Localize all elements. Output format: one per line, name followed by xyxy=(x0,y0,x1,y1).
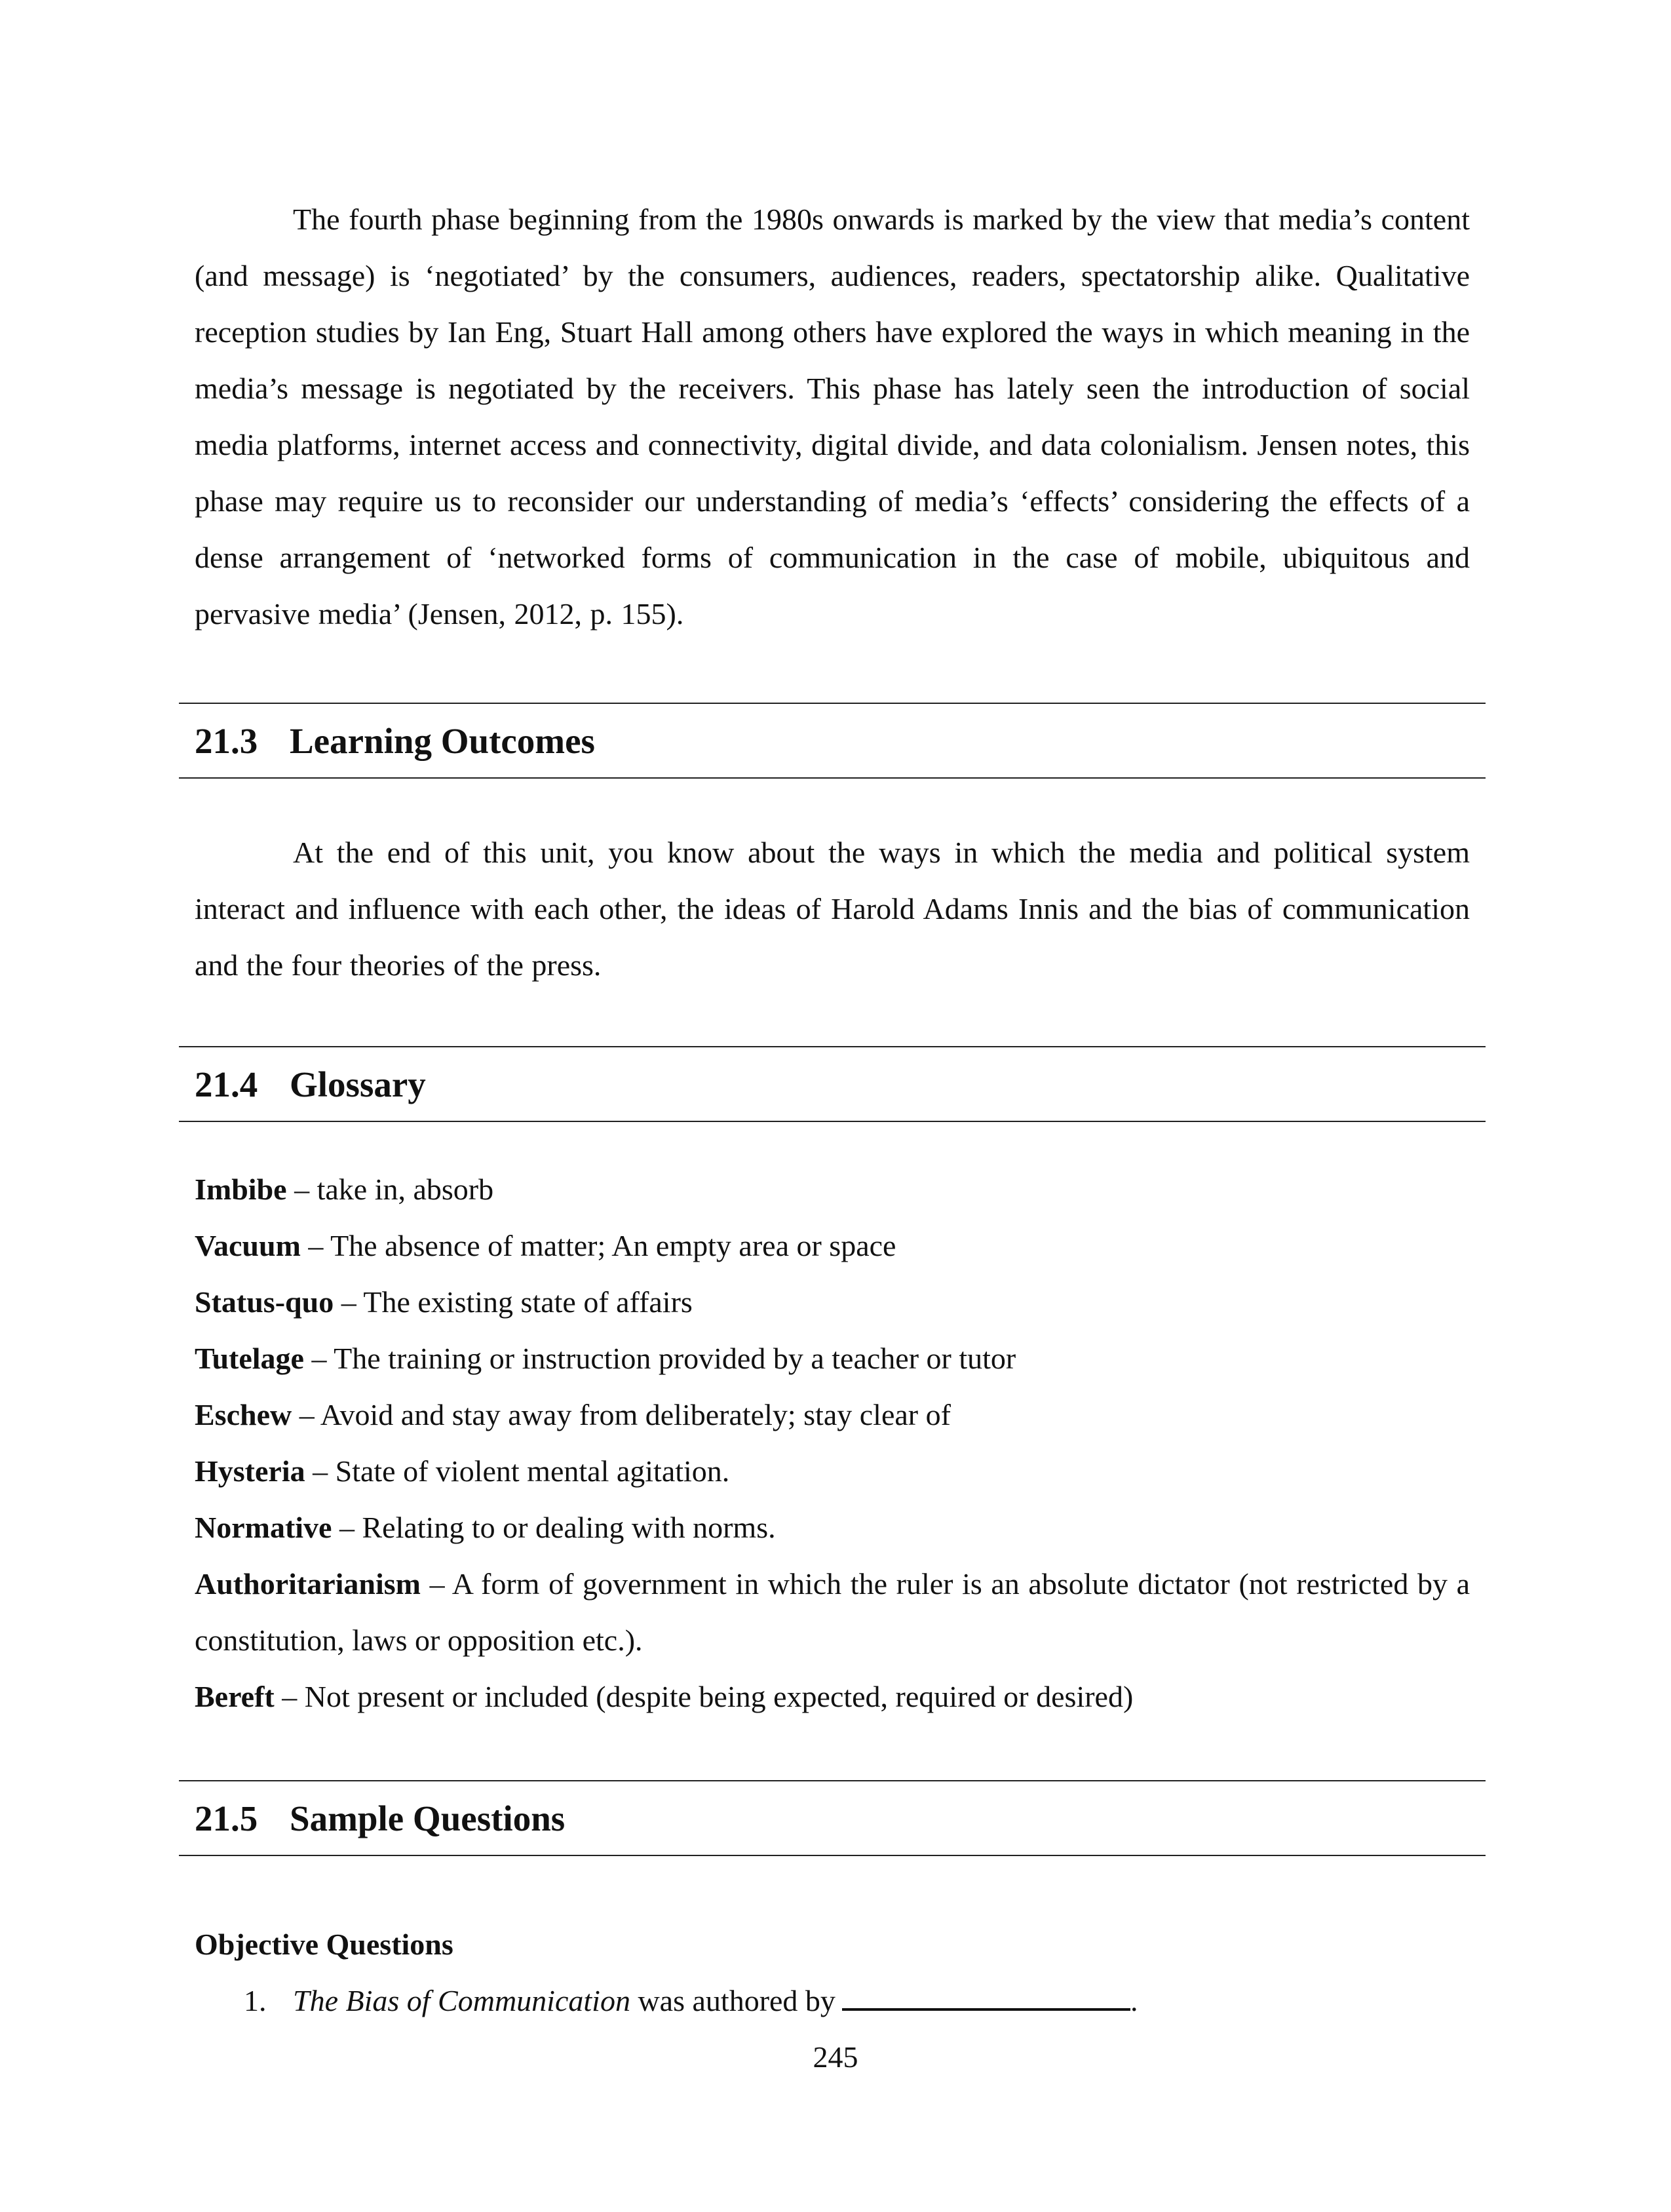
intro-paragraph: The fourth phase beginning from the 1980s onwards is marked by the view that media’s content (and message) is ‘negotiated’ by the consumers, audiences, readers, spectatorship alike. Qualitative reception studies by Ian Eng, Stuart Hall among others have explored the ways in which meaning in the media’s message is negotiated by the receivers. This phase has lately seen the introduction of social media platforms, internet access and connectivity, digital divide, and data colonialism. Jensen notes, this phase may require us to reconsider our understanding of media’s ‘effects’ considering the effects of a dense arrangement of ‘networked forms of communication in the case of mobile, ubiquitous and pervasive media’ (Jensen, 2012, p. 155). xyxy=(195,203,1470,631)
page-content xyxy=(195,191,1470,2029)
glossary-definition: – Avoid and stay away from deliberately; stay clear of xyxy=(292,1398,951,1431)
glossary-entry xyxy=(195,1274,1470,1330)
glossary-definition: – State of violent mental agitation. xyxy=(305,1454,730,1488)
glossary-term: Authoritarianism xyxy=(195,1567,421,1601)
section-title: Sample Questions xyxy=(290,1798,566,1838)
glossary-entry xyxy=(195,1443,1470,1500)
glossary-entry xyxy=(195,1387,1470,1443)
book-title: The Bias of Communication xyxy=(293,1984,630,2017)
answer-blank xyxy=(842,1982,1130,2011)
glossary-term: Hysteria xyxy=(195,1454,305,1488)
section-number: 21.5 xyxy=(195,1798,258,1838)
glossary-entry xyxy=(195,1669,1470,1725)
glossary-definition: – The training or instruction provided by a teacher or tutor xyxy=(303,1342,1016,1375)
section-title: Glossary xyxy=(290,1064,426,1104)
section-number: 21.3 xyxy=(195,720,258,761)
glossary-term: Tutelage xyxy=(195,1342,304,1375)
section-title: Learning Outcomes xyxy=(290,720,595,761)
section-heading-learning-outcomes xyxy=(179,703,1486,779)
glossary-definition: – take in, absorb xyxy=(286,1173,494,1206)
glossary-list xyxy=(195,1161,1470,1725)
glossary-term: Normative xyxy=(195,1511,332,1544)
question-end: . xyxy=(1130,1984,1138,2017)
question-number: 1. xyxy=(244,1984,267,2017)
glossary-definition: – The absence of matter; An empty area or space xyxy=(300,1229,896,1262)
glossary-definition: – Relating to or dealing with norms. xyxy=(332,1511,776,1544)
glossary-term: Eschew xyxy=(195,1398,292,1431)
glossary-entry xyxy=(195,1218,1470,1274)
question-item xyxy=(195,1973,1470,2029)
objective-questions-heading: Objective Questions xyxy=(195,1928,453,1961)
page-number: 245 xyxy=(813,2040,858,2074)
glossary-entry xyxy=(195,1556,1470,1669)
glossary-term: Vacuum xyxy=(195,1229,301,1262)
glossary-term: Bereft xyxy=(195,1680,275,1713)
glossary-entry xyxy=(195,1500,1470,1556)
section-heading-sample-questions xyxy=(179,1780,1486,1856)
glossary-entry xyxy=(195,1330,1470,1387)
section-heading-glossary xyxy=(179,1046,1486,1122)
learning-outcomes-paragraph: At the end of this unit, you know about the ways in which the media and political system interact and influence with each other, the ideas of Harold Adams Innis and the bias of communication and the four theories of the press. xyxy=(195,836,1470,982)
question-body: was authored by xyxy=(630,1984,836,2017)
glossary-term: Status-quo xyxy=(195,1285,334,1319)
glossary-definition: – Not present or included (despite being expected, required or desired) xyxy=(274,1680,1134,1713)
glossary-entry xyxy=(195,1161,1470,1218)
question-text xyxy=(293,1973,1138,2029)
glossary-term: Imbibe xyxy=(195,1173,287,1206)
glossary-definition: – The existing state of affairs xyxy=(334,1285,693,1319)
section-number: 21.4 xyxy=(195,1064,258,1104)
glossary-definition: – A form of government in which the ruler is an absolute dictator (not restricted by a constitution, laws or opposition etc.). xyxy=(195,1567,1470,1657)
